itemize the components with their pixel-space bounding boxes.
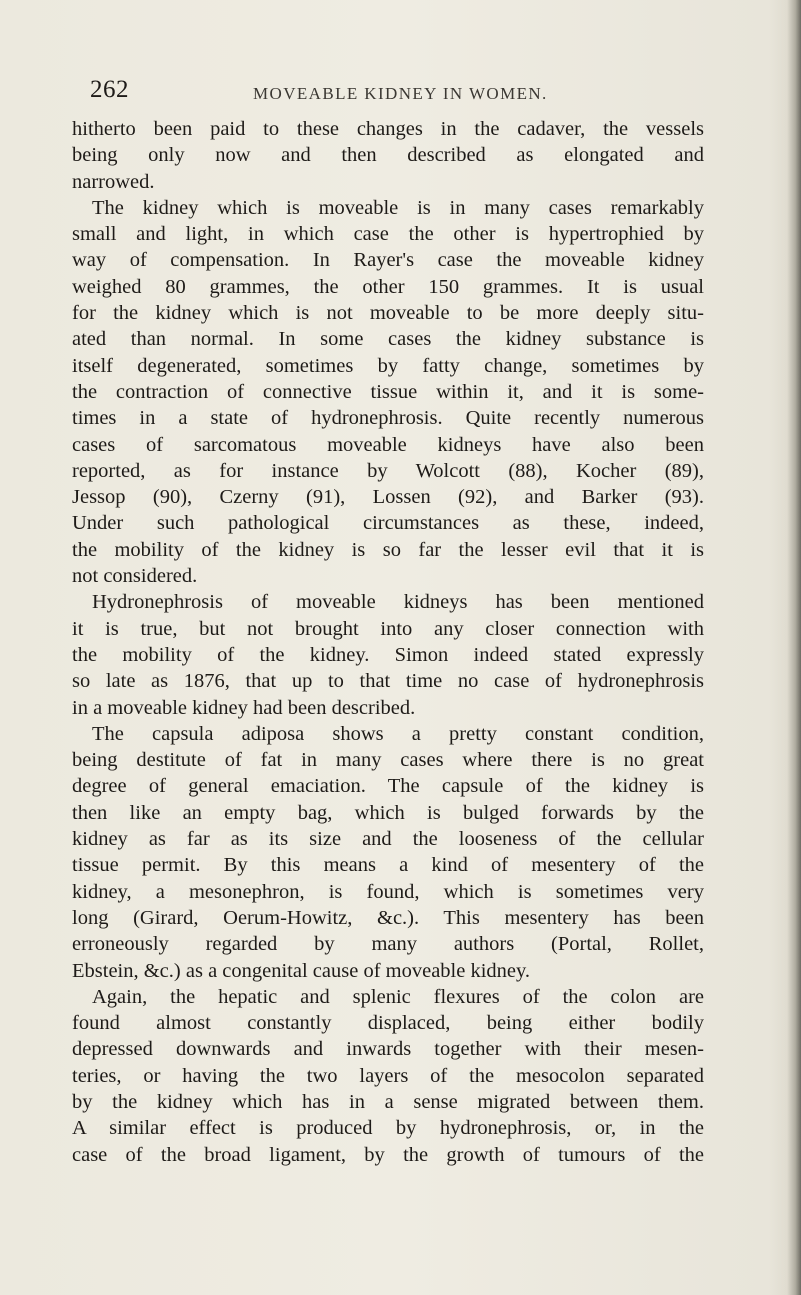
text-line: being destitute of fat in many cases where there is no great (72, 749, 704, 772)
text-line: ated than normal. In some cases the kidney substance is (72, 328, 704, 351)
text-line: Ebstein, &c.) as a congenital cause of moveable kidney. (72, 959, 531, 982)
text-line: so late as 1876, that up to that time no case of hydronephrosis (72, 670, 704, 693)
text-line: kidney, a mesonephron, is found, which is sometimes very (72, 880, 704, 903)
text-line: it is true, but not brought into any closer connection with (72, 617, 704, 640)
text-line: reported, as for instance by Wolcott (88), Kocher (89), (72, 459, 704, 482)
text-line: for the kidney which is not moveable to be more deeply situ- (72, 302, 704, 325)
text-line: degree of general emaciation. The capsule of the kidney is (72, 775, 704, 798)
text-line: Again, the hepatic and splenic flexures of the colon are (92, 985, 704, 1008)
text-line: teries, or having the two layers of the mesocolon separated (72, 1064, 704, 1087)
text-line: being only now and then described as elongated and (72, 144, 704, 167)
text-line: the mobility of the kidney. Simon indeed stated expressly (72, 643, 704, 666)
text-line: narrowed. (72, 170, 155, 193)
text-line: the mobility of the kidney is so far the lesser evil that it is (72, 538, 704, 561)
text-line: itself degenerated, sometimes by fatty change, sometimes by (72, 354, 704, 377)
text-line: weighed 80 grammes, the other 150 grammes. It is usual (72, 275, 704, 298)
text-line: times in a state of hydronephrosis. Quite recently numerous (72, 407, 704, 430)
body-text (72, 116, 704, 1168)
page-header (90, 76, 710, 108)
page-edge-shadow (787, 0, 801, 1295)
text-line: Hydronephrosis of moveable kidneys has been mentioned (92, 591, 704, 614)
text-line: depressed downwards and inwards together with their mesen- (72, 1038, 704, 1061)
text-line: not considered. (72, 565, 198, 588)
text-line: Under such pathological circumstances as these, indeed, (72, 512, 704, 535)
text-line: found almost constantly displaced, being either bodily (72, 1012, 704, 1035)
text-line: in a moveable kidney had been described. (72, 696, 416, 719)
text-line: then like an empty bag, which is bulged forwards by the (72, 801, 704, 824)
text-line: Jessop (90), Czerny (91), Lossen (92), and Barker (93). (72, 486, 704, 509)
text-line: tissue permit. By this means a kind of mesentery of the (72, 854, 704, 877)
text-line: long (Girard, Oerum-Howitz, &c.). This mesentery has been (72, 906, 704, 929)
text-line: A similar effect is produced by hydronephrosis, or, in the (72, 1117, 704, 1140)
text-line: cases of sarcomatous moveable kidneys have also been (72, 433, 704, 456)
text-line: The kidney which is moveable is in many cases remarkably (92, 196, 704, 219)
text-line: erroneously regarded by many authors (Portal, Rollet, (72, 933, 704, 956)
running-head: MOVEABLE KIDNEY IN WOMEN. (253, 84, 548, 103)
text-line: case of the broad ligament, by the growth of tumours of the (72, 1143, 704, 1166)
text-line: hitherto been paid to these changes in the cadaver, the vessels (72, 118, 704, 140)
page-number: 262 (90, 76, 129, 103)
text-line: the contraction of connective tissue within it, and it is some- (72, 380, 704, 403)
text-line: small and light, in which case the other is hypertrophied by (72, 223, 704, 246)
text-line: by the kidney which has in a sense migrated between them. (72, 1090, 704, 1113)
text-line: The capsula adiposa shows a pretty constant condition, (92, 722, 704, 745)
text-line: way of compensation. In Rayer's case the moveable kidney (72, 249, 704, 272)
text-line: kidney as far as its size and the looseness of the cellular (72, 828, 704, 851)
